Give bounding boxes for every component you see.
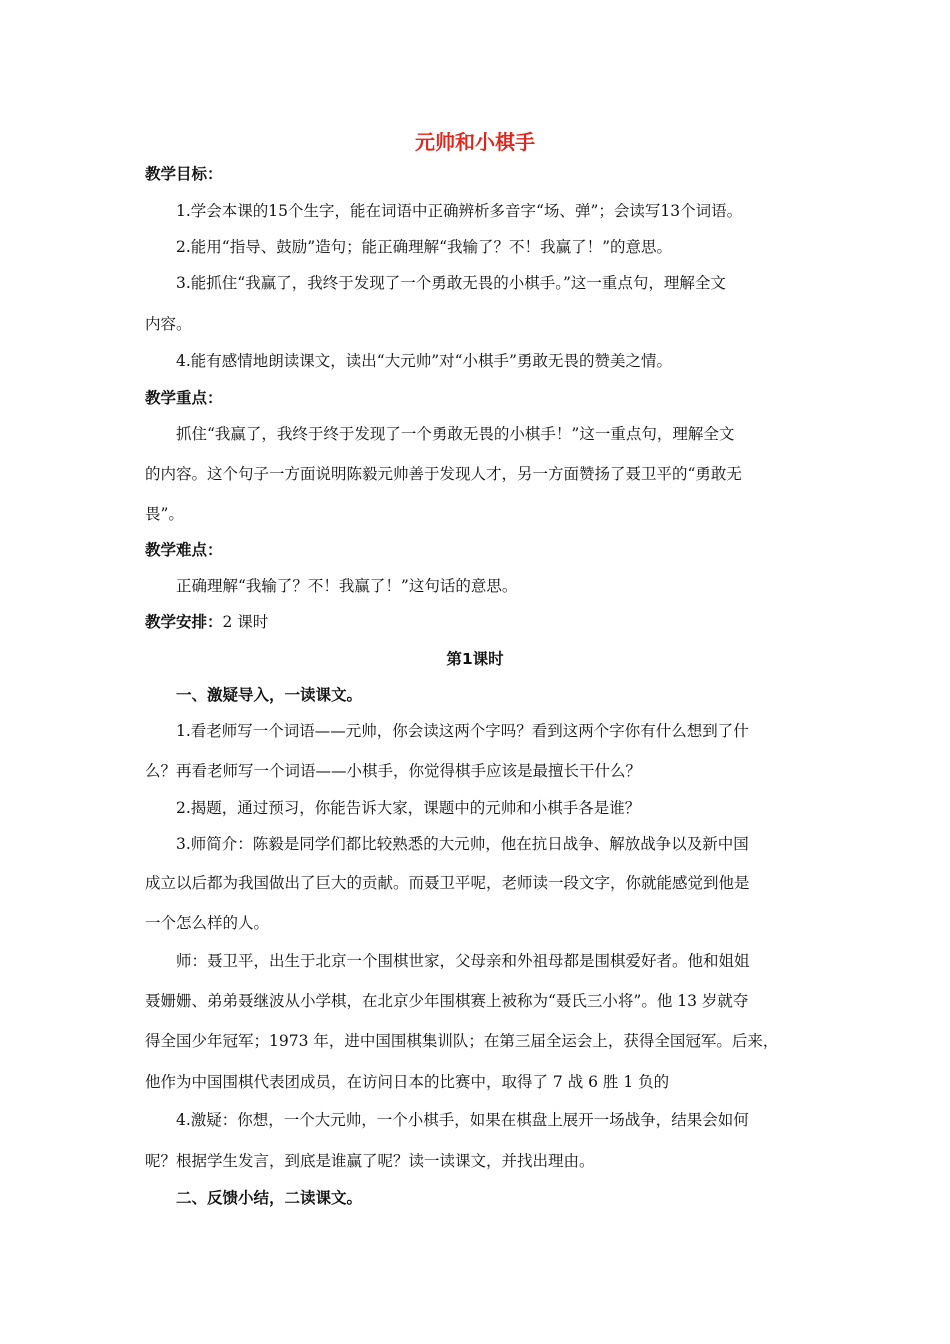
- step-3-line-2: 成立以后都为我国做出了巨大的贡献。而聂卫平呢，老师读一段文字，你就能感觉到他是: [145, 874, 750, 892]
- schedule-heading: 教学安排：: [145, 613, 223, 631]
- schedule-line: [145, 611, 268, 633]
- step-3-line-1: 3.师简介：陈毅是同学们都比较熟悉的大元帅，他在抗日战争、解放战争以及新中国: [176, 835, 749, 853]
- step-1-line-2: 么？再看老师写一个词语——小棋手，你觉得棋手应该是最擅长干什么？: [145, 762, 642, 780]
- difficulties-heading: 教学难点：: [145, 541, 223, 559]
- goal-item-4: 4.能有感情地朗读课文，读出“大元帅”对“小棋手”勇敢无畏的赞美之情。: [176, 352, 672, 370]
- key-points-heading: 教学重点：: [145, 389, 223, 407]
- section-1-title: 一、激疑导入，一读课文。: [176, 686, 363, 704]
- goal-item-2: 2.能用“指导、鼓励”造句；能正确理解“我输了？不！我赢了！”的意思。: [176, 238, 672, 256]
- goal-item-3: 3.能抓住“我赢了，我终于发现了一个勇敢无畏的小棋手。”这一重点句，理解全文: [176, 274, 726, 292]
- goal-item-3-continued: 内容。: [145, 315, 192, 333]
- goal-item-1: 1.学会本课的15个生字，能在词语中正确辨析多音字“场、弹”；会读写13个词语。: [176, 202, 743, 220]
- document-title: 元帅和小棋手: [415, 130, 535, 154]
- lesson-1-heading: 第1课时: [446, 650, 504, 668]
- key-points-line-2: 的内容。这个句子一方面说明陈毅元帅善于发现人才，另一方面赞扬了聂卫平的“勇敢无: [145, 465, 742, 483]
- teacher-text-line-2: 聂姗姗、弟弟聂继波从小学棋，在北京少年围棋赛上被称为“聂氏三小将”。他 13 岁就夺: [145, 992, 749, 1010]
- step-1-line-1: 1.看老师写一个词语——元帅，你会读这两个字吗？看到这两个字你有什么想到了什: [176, 722, 749, 740]
- step-4-line-2: 呢？根据学生发言，到底是谁赢了呢？读一读课文，并找出理由。: [145, 1152, 595, 1170]
- step-3-line-3: 一个怎么样的人。: [145, 914, 270, 932]
- teacher-text-line-4: 他作为中国围棋代表团成员，在访问日本的比赛中，取得了 7 战 6 胜 1 负的: [145, 1073, 670, 1091]
- schedule-value: 2 课时: [222, 613, 269, 631]
- teacher-text-line-1: 师：聂卫平，出生于北京一个围棋世家，父母亲和外祖母都是围棋爱好者。他和姐姐: [176, 952, 750, 970]
- section-2-title: 二、反馈小结，二读课文。: [176, 1189, 363, 1207]
- key-points-line-3: 畏”。: [145, 505, 184, 523]
- goals-heading: 教学目标：: [145, 165, 223, 183]
- teacher-text-line-3: 得全国少年冠军；1973 年，进中国围棋集训队；在第三届全运会上，获得全国冠军。后来，: [145, 1032, 779, 1050]
- step-4-line-1: 4.激疑：你想，一个大元帅，一个小棋手，如果在棋盘上展开一场战争，结果会如何: [176, 1111, 749, 1129]
- step-2-line: 2.揭题，通过预习，你能告诉大家，课题中的元帅和小棋手各是谁？: [176, 799, 641, 817]
- key-points-line-1: 抓住“我赢了，我终于终于发现了一个勇敢无畏的小棋手！”这一重点句，理解全文: [176, 425, 735, 443]
- difficulties-line-1: 正确理解“我输了？不！我赢了！”这句话的意思。: [176, 577, 518, 595]
